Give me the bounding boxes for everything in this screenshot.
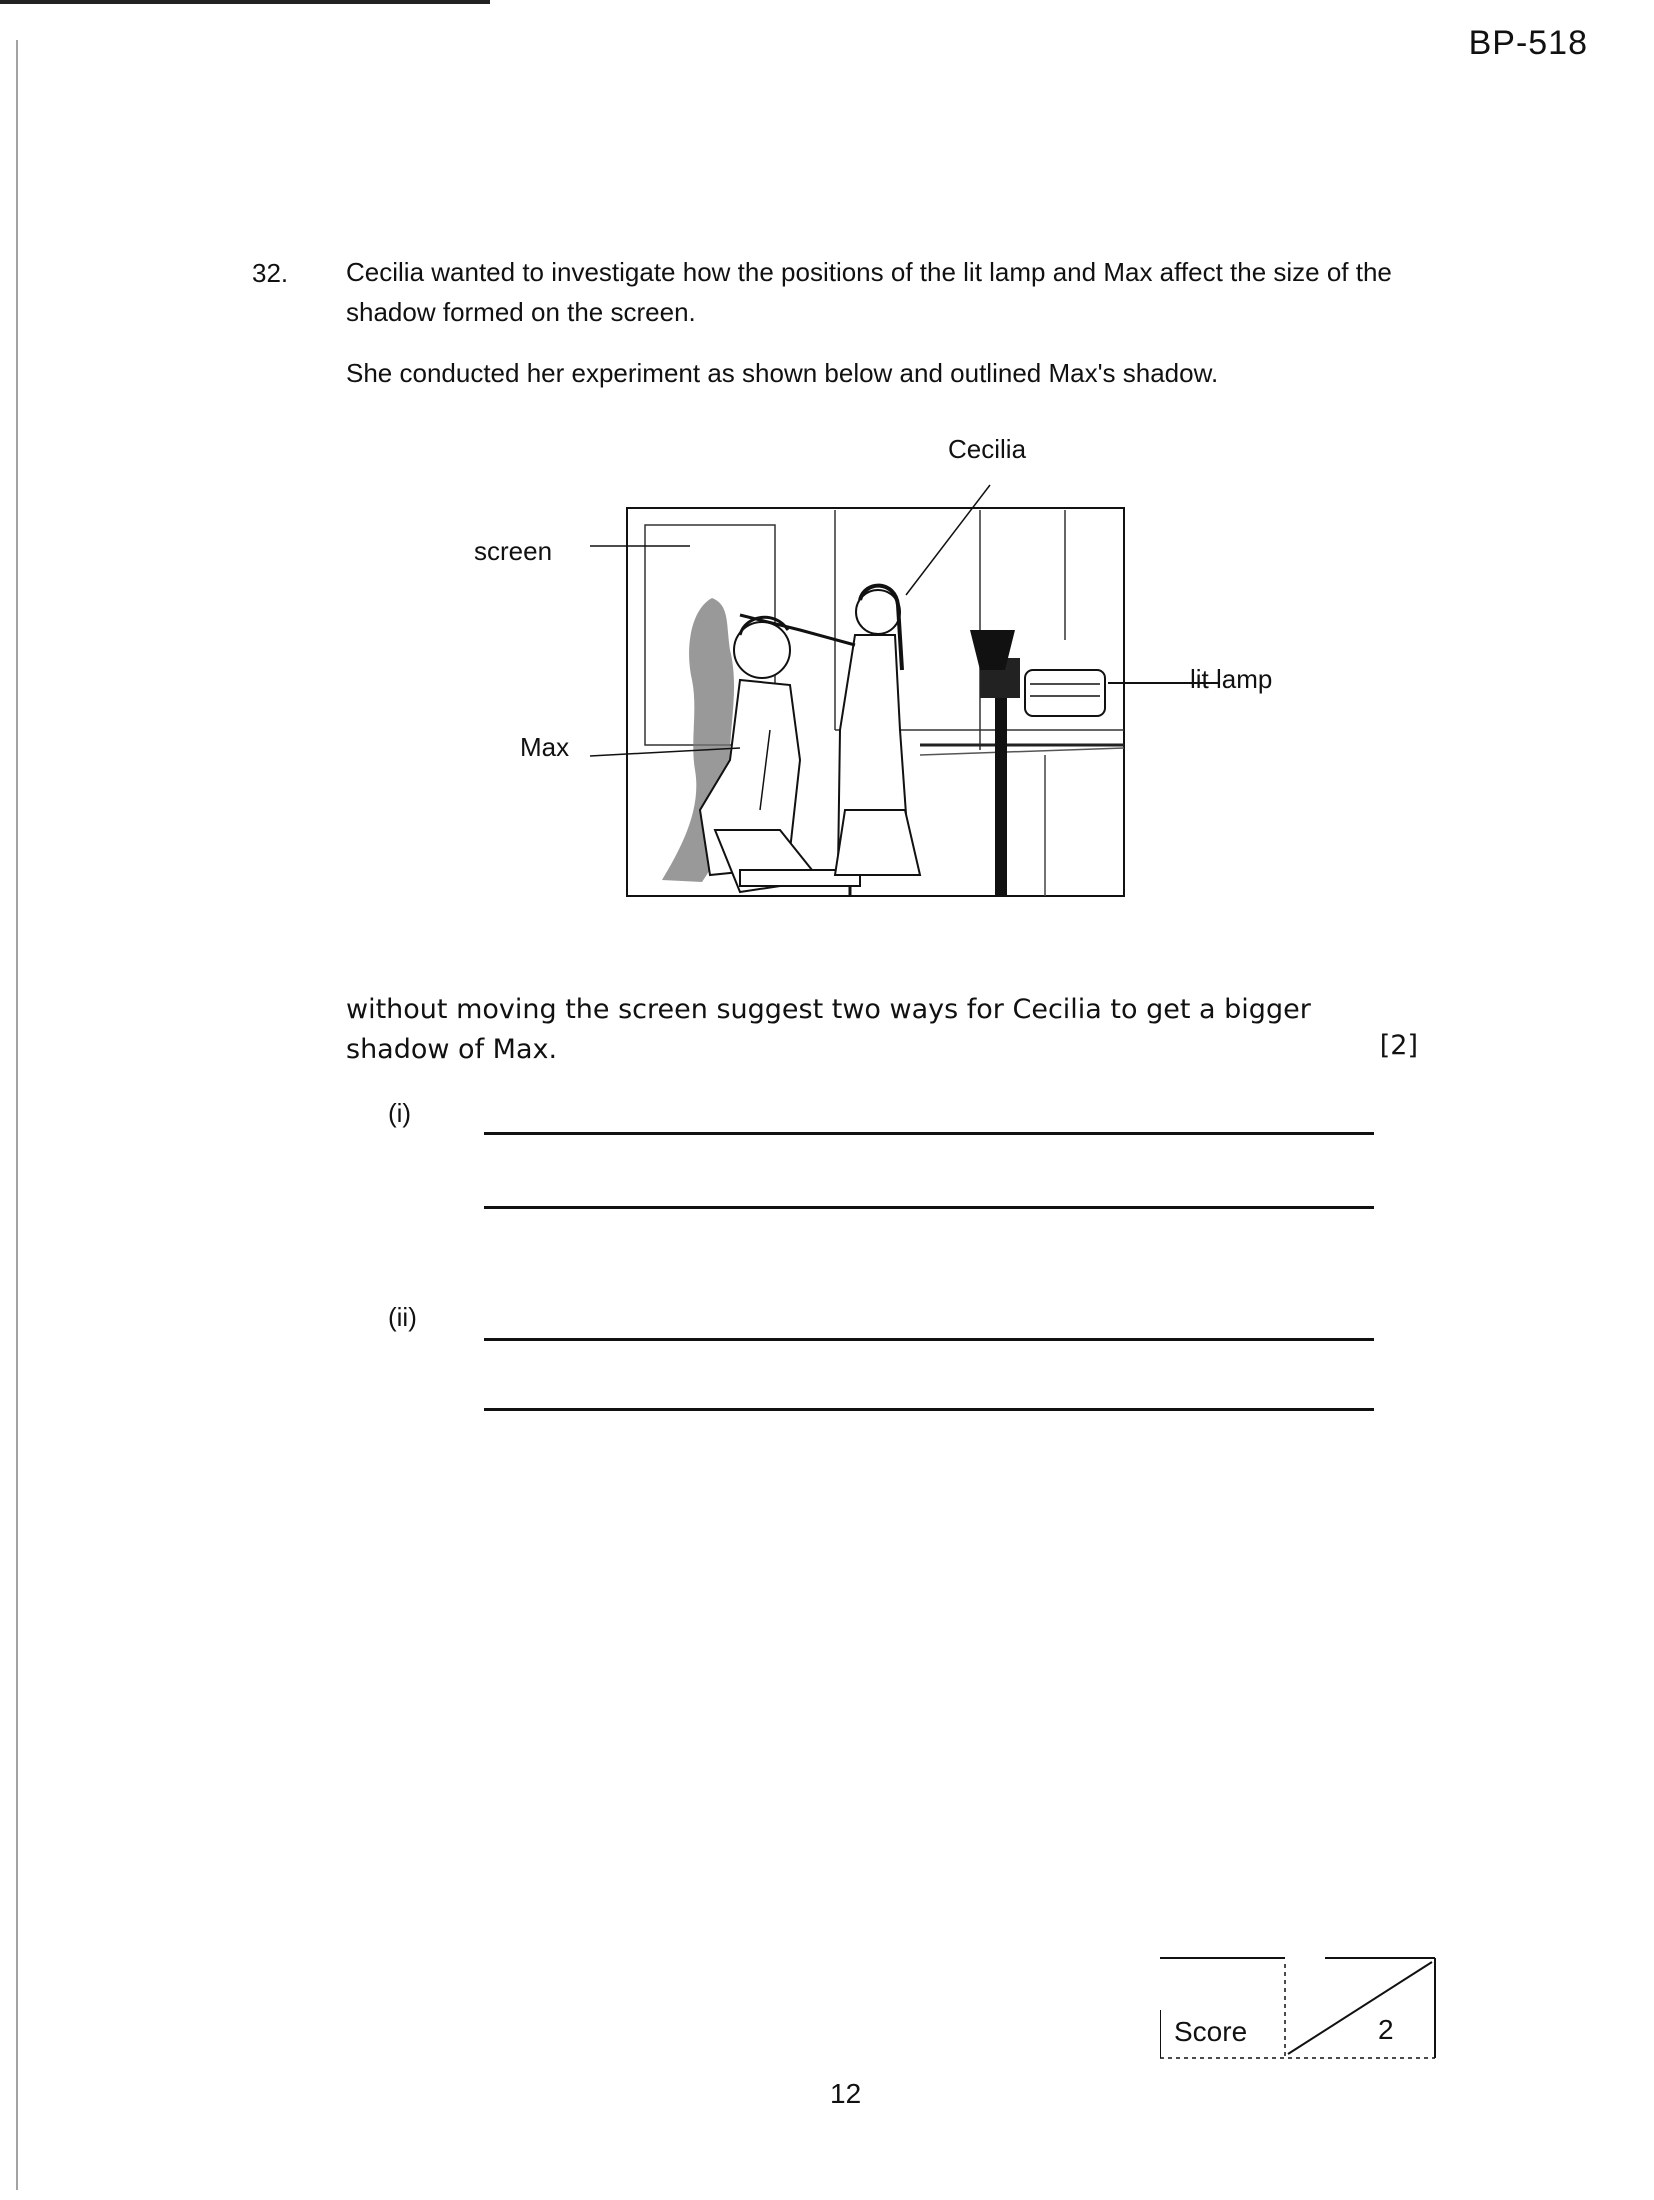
answer-line-ii-1[interactable]	[484, 1338, 1374, 1341]
score-label: Score	[1174, 2016, 1248, 2047]
question-number: 32.	[252, 258, 289, 288]
answer-prompt: without moving the screen suggest two ways for Cecilia to get a bigger shadow of Max.	[346, 994, 1311, 1065]
paper-code: BP-518	[1468, 24, 1588, 62]
page-number: 12	[830, 2078, 862, 2109]
score-box	[1160, 1950, 1470, 2080]
top-rule	[0, 0, 490, 4]
score-total: 2	[1378, 2014, 1394, 2045]
left-margin-rule	[16, 40, 18, 2190]
label-max: Max	[520, 732, 570, 762]
label-cecilia: Cecilia	[948, 434, 1027, 464]
answer-line-i-2[interactable]	[484, 1206, 1374, 1209]
score-box-frame	[1160, 1950, 1470, 2080]
question-text-2: She conducted her experiment as shown below and outlined Max's shadow.	[346, 358, 1219, 388]
marks-allocation: [2]	[1379, 1030, 1418, 1061]
label-screen: screen	[474, 536, 553, 566]
label-lit-lamp: lit lamp	[1190, 664, 1273, 694]
answer-line-ii-2[interactable]	[484, 1408, 1374, 1411]
part-i-label: (i)	[388, 1098, 412, 1128]
part-ii-label: (ii)	[388, 1302, 417, 1332]
question-text: Cecilia wanted to investigate how the positions of the lit lamp and Max affect the size of the shadow formed on the screen.	[346, 257, 1392, 327]
answer-line-i-1[interactable]	[484, 1132, 1374, 1135]
